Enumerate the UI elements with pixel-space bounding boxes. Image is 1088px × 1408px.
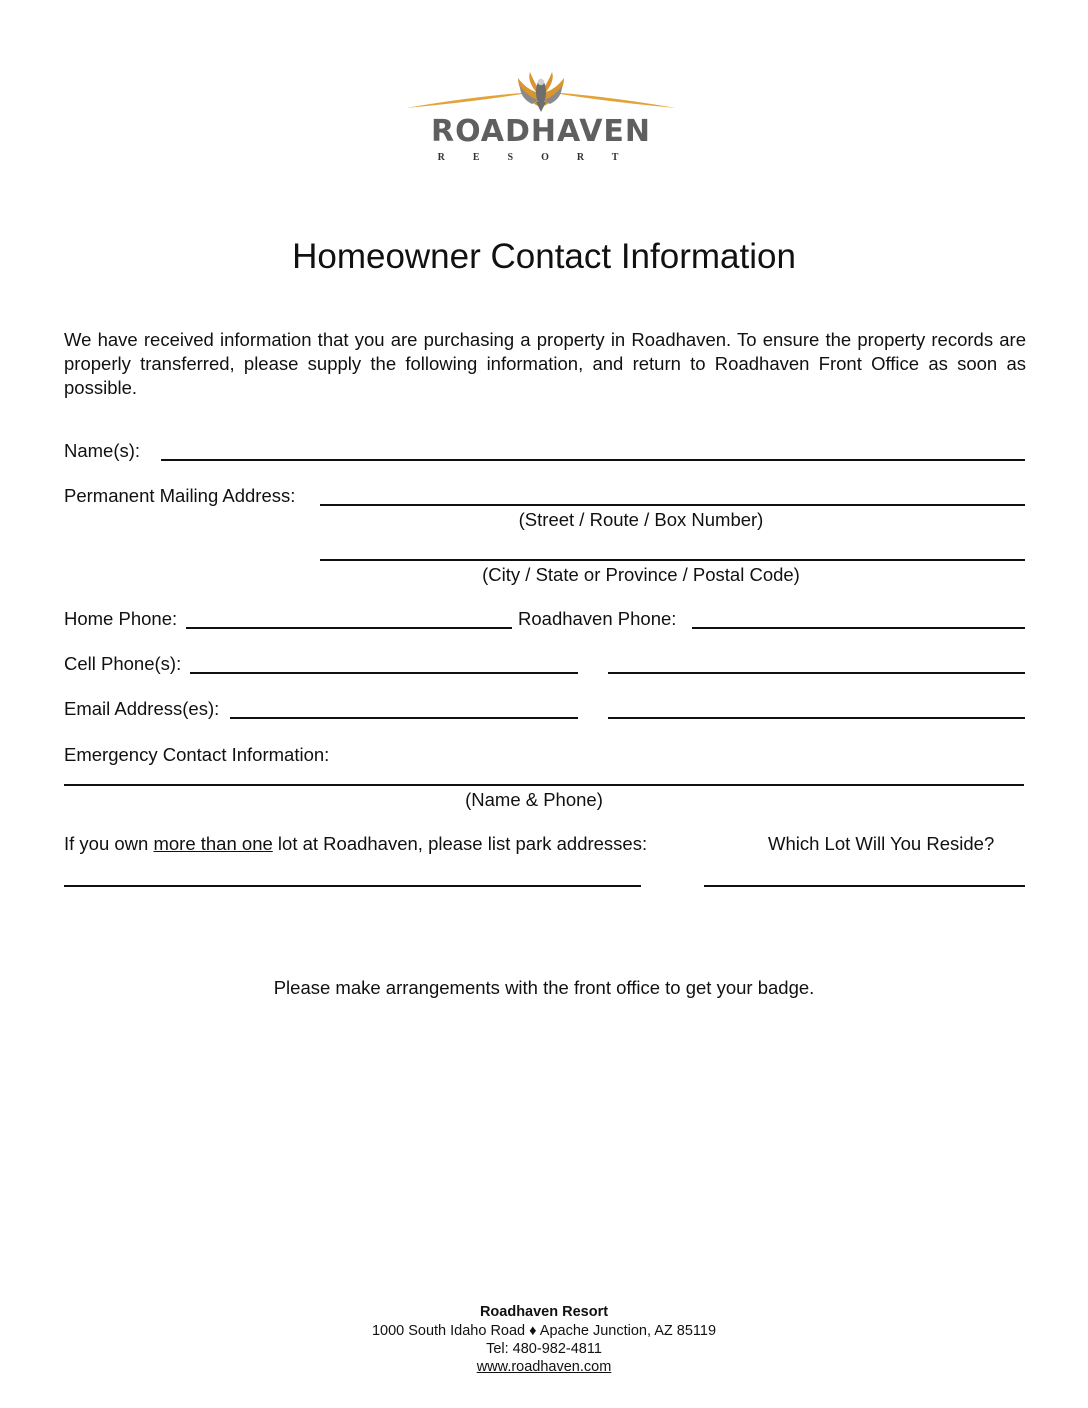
email-field-1[interactable] xyxy=(230,717,578,719)
roadhaven-phone-label: Roadhaven Phone: xyxy=(518,608,677,629)
street-field[interactable] xyxy=(320,504,1025,506)
reside-lot-field[interactable] xyxy=(704,885,1025,887)
cell-phone-field-1[interactable] xyxy=(190,672,578,674)
park-addresses-field[interactable] xyxy=(64,885,641,887)
page-title: Homeowner Contact Information xyxy=(292,237,796,276)
city-field[interactable] xyxy=(320,559,1025,561)
intro-paragraph: We have received information that you are purchasing a property in Roadhaven. To ensure the property records are properly transferred, please supply the following information, and return to Roadhaven Front Office as soon as possible. xyxy=(64,329,1026,398)
emergency-contact-label: Emergency Contact Information: xyxy=(64,744,330,765)
mailing-address-label: Permanent Mailing Address: xyxy=(64,485,296,506)
roadhaven-phone-field[interactable] xyxy=(692,627,1025,629)
footer-tel: Tel: 480-982-4811 xyxy=(486,1341,602,1357)
footer-website-row xyxy=(0,1358,1088,1376)
footer-org: Roadhaven Resort xyxy=(479,1304,609,1320)
street-hint: (Street / Route / Box Number) xyxy=(518,509,764,530)
home-phone-label: Home Phone: xyxy=(64,608,178,629)
cell-phone-label: Cell Phone(s): xyxy=(64,653,182,674)
home-phone-field[interactable] xyxy=(186,627,512,629)
email-label: Email Address(es): xyxy=(64,698,220,719)
footer-address: 1000 South Idaho Road ♦ Apache Junction, AZ 85119 xyxy=(371,1323,717,1339)
logo-subtitle: RESORT xyxy=(437,152,647,163)
email-field-2[interactable] xyxy=(608,717,1025,719)
multiple-lots-text-pre: If you own xyxy=(64,833,154,854)
cell-phone-field-2[interactable] xyxy=(608,672,1025,674)
multiple-lots-text-post: lot at Roadhaven, please list park addresses: xyxy=(272,833,648,854)
emergency-contact-field[interactable] xyxy=(64,784,1024,786)
multiple-lots-label xyxy=(64,833,647,855)
names-label: Name(s): xyxy=(64,440,141,461)
logo-wordmark: ROADHAVEN xyxy=(430,114,652,149)
roadhaven-logo xyxy=(386,70,696,170)
reside-lot-label: Which Lot Will You Reside? xyxy=(768,833,995,854)
footer-website-link[interactable]: www.roadhaven.com xyxy=(476,1359,612,1375)
emergency-contact-hint: (Name & Phone) xyxy=(465,789,603,810)
badge-note: Please make arrangements with the front office to get your badge. xyxy=(273,977,815,998)
city-hint: (City / State or Province / Postal Code) xyxy=(482,564,800,585)
multiple-lots-text-underlined: more than one xyxy=(153,833,273,854)
names-field[interactable] xyxy=(161,459,1025,461)
